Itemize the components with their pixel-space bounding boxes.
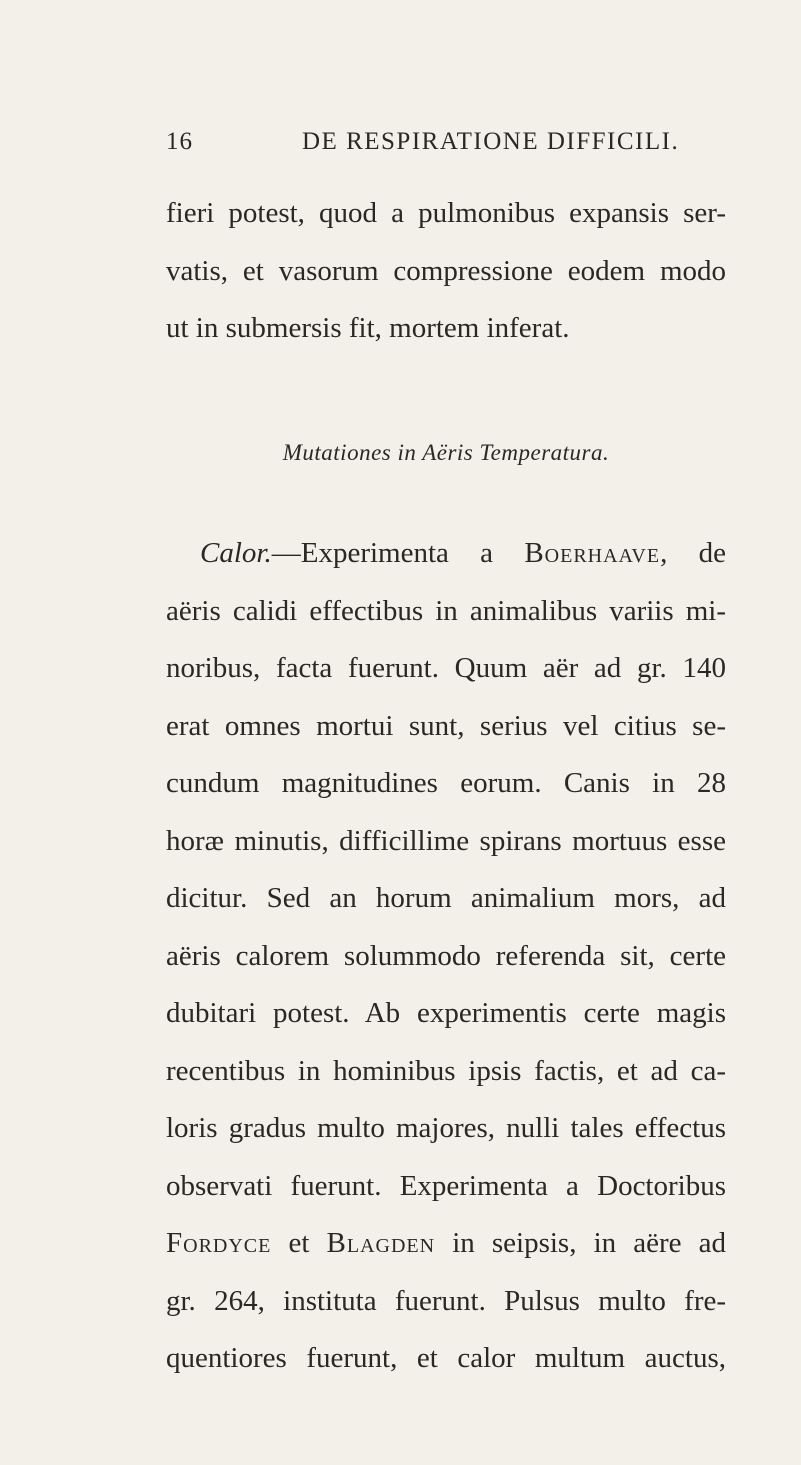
- text-line: vatis, et vasorum compressione eodem modo: [166, 254, 726, 287]
- text-line: gr. 264, instituta fuerunt. Pulsus multo fre-: [166, 1284, 726, 1317]
- running-title: DE RESPIRATIONE DIFFICILI.: [302, 128, 680, 155]
- text-line: loris gradus multo majores, nulli tales effectus: [166, 1112, 726, 1144]
- running-head: [166, 128, 726, 168]
- lead-word: Calor.: [200, 537, 272, 569]
- author-name: Blagden: [326, 1227, 436, 1259]
- text-line: dicitur. Sed an horum animalium mors, ad: [166, 882, 726, 914]
- text-fragment: , de: [660, 537, 726, 569]
- page-number: 16: [166, 128, 193, 155]
- text-line: noribus, facta fuerunt. Quum aër ad gr. 140: [166, 652, 726, 684]
- text-fragment: —Experimenta a: [271, 537, 525, 569]
- text-line: fieri potest, quod a pulmonibus expansis ser-: [166, 197, 726, 229]
- paragraph-calor: [166, 525, 726, 1388]
- text-line: ut in submersis fit, mortem inferat.: [166, 312, 570, 344]
- section-heading: Mutationes in Aëris Temperatura.: [282, 440, 610, 465]
- text-line: aëris calorem solummodo referenda sit, certe: [166, 939, 726, 972]
- text-line: quentiores fuerunt, et calor multum auctus,: [166, 1342, 726, 1374]
- author-name: Fordyce: [166, 1227, 272, 1259]
- text-fragment: et: [271, 1227, 327, 1259]
- text-line: dubitari potest. Ab experimentis certe magis: [166, 997, 726, 1029]
- text-line: horæ minutis, difficillime spirans mortuus esse: [166, 824, 726, 857]
- text-line-first: [166, 525, 726, 583]
- author-name: Boerhaave: [524, 537, 661, 569]
- text-line: [166, 1215, 726, 1273]
- text-line: aëris calidi effectibus in animalibus variis mi-: [166, 594, 726, 627]
- paragraph-continued: [166, 185, 726, 358]
- text-line: observati fuerunt. Experimenta a Doctoribus: [166, 1169, 726, 1202]
- text-line: cundum magnitudines eorum. Canis in 28: [166, 767, 726, 799]
- text-fragment: in seipsis, in aëre ad: [435, 1227, 726, 1259]
- text-line: erat omnes mortui sunt, serius vel citius se-: [166, 709, 726, 742]
- text-line: recentibus in hominibus ipsis factis, et ad ca-: [166, 1054, 726, 1087]
